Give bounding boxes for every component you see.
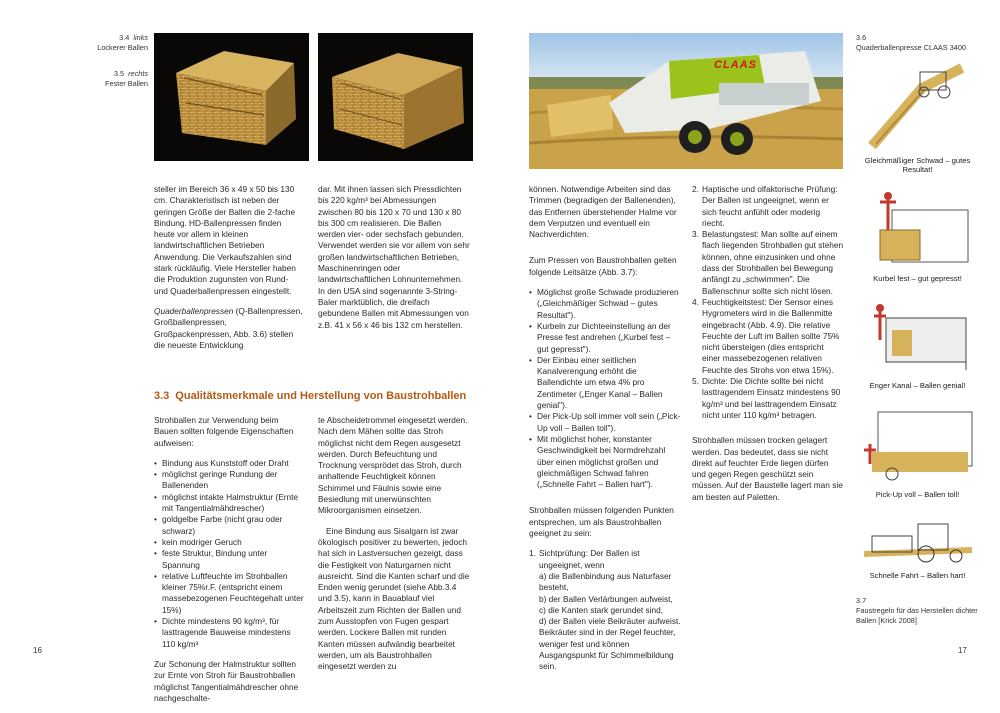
section-heading-3-3: 3.3 Qualitätsmerkmale und Herstellung von Baustrohballen	[154, 390, 467, 402]
list-item: • kein modriger Geruch	[154, 537, 304, 548]
figure-caption-3-6: 3.6 Quaderballenpresse CLAAS 3400	[856, 33, 966, 52]
sketch-pickup	[862, 404, 974, 484]
firm-bale-photo	[318, 33, 473, 161]
list-item: • feste Struktur, Bindung unter Spannung	[154, 548, 304, 571]
sketch-crank	[862, 190, 972, 270]
property-bullet-list	[154, 458, 304, 650]
list-item: 1. Sichtprüfung: Der Ballen ist ungeeignet, wenn	[529, 548, 640, 570]
loose-bale-photo	[154, 33, 309, 161]
list-item: • Der Einbau einer seitlichen Kanalverengung erhöht die Ballendichte um etwa 4% pro Zentimeter („Enger Kanal – Ballen genial").	[529, 355, 681, 411]
right-col3-text: können. Notwendige Arbeiten sind das Trimmen (begradigen der Ballenenden), das Entfernen überstehender Halme vor dem Verputzen und eventuell ein Nachverdichten. Zum Pressen von Baustrohballen gelten folgende Leitsätze (Abb. 3.7): • Möglichst große Schwade produzieren („Gleichmäßiger Schwad – gutes Resultat"). • Kurbeln zur Dichteeinstellung an der Presse fest andrehen („Kurbel fest – gut gepresst"). • Der Einbau einer seitlichen Kanalverengung erhöht die Ballendichte um etwa 4% pro Zentimeter („Enger Kanal – Ballen genial"). • Der Pick-Up soll immer voll sein („Pick-Up voll – Ballen toll"). • Mit möglichst hoher, konstanter Geschwindigkeit bei Normdrehzahl über einen möglichst großen und gleichmäßigen Schwad fahren („Schnelle Fahrt – Ballen hart"). Strohballen müssen folgenden Punkten entsprechen, um als Baustrohballen geeignet zu sein: 1. Sichtprüfung: Der Ballen ist ungeeignet, wenn a) die Ballenbindung aus Naturfaser besteht, b) der Ballen Verlärbungen aufweist, c) die Kanten stark gerundet sind, d) der Ballen viele Beikräuter aufweist. Beikräuter sind in der Regel feuchter, weniger fest und können Ausgangspunkt für Schimmelbildung sein.	[529, 184, 681, 673]
left-col2-top-text: dar. Mit ihnen lassen sich Pressdichten bis 220 kg/m³ bei Abmessungen zwischen 80 bis 120 x 70 und 130 x 80 bis 300 cm realisieren. Die Ballen werden vier- oder sechsfach gebunden. Verwendet werden sie vor allem von sehr großen landwirtschaftlichen Betrieben, Maschinenringen oder landwirtschaftlichen Lohnunternehmen. In den USA sind sogenannte 3-String-Baler marktüblich, die dreifach gebundene Ballen mit Abmessungen von z.B. 41 x 56 x 46 bis 132 cm herstellen.	[318, 184, 470, 330]
list-item: • Kurbeln zur Dichteeinstellung an der Presse fest andrehen („Kurbel fest – gut gepresst").	[529, 321, 681, 355]
sketch-caption-3: Enger Kanal – Ballen genial!	[869, 381, 966, 390]
left-col1-top-text: steller im Bereich 36 x 49 x 50 bis 130 cm. Charakteristisch ist neben der geringen Größe der Ballen die 2-fache Bindung. HD-Ballenpressen finden heute vor allem in kleinen landwirtschaftlichen Betrieben Anwendung. Die Verkaufszahlen sind stark rückläufig. Viele Hersteller haben die Produktion zugunsten von Rund- und Quaderballenpressen eingestellt. Quaderballenpressen (Q-Ballenpressen, Großballenpressen, Großpackenpressen, Abb. 3.6) stellen die neueste Entwicklung	[154, 184, 303, 350]
claas-baler-photo	[529, 33, 843, 169]
right-col4-text: 2. Haptische und olfaktorische Prüfung: Der Ballen ist ungeeignet, wenn er sich feucht anfühlt oder moderig riecht. 3. Belastungstest: Man sollte auf einem flach liegenden Strohballen gut stehen können, ohne einzusinken und ohne dass der Strohballen bei Bewegung anfängt zu „schwimmen". Die Ballenschnur sollte sich nicht lösen. 4. Feuchtigkeitstest: Der Sensor eines Hygrometers wird in die Ballenmitte eingebracht (Abb. 4.9). Die relative Feuchte der Luft im Ballen sollte 75% nicht übersteigen (dies entspricht einer massebezogenen relativen Feuchte des Strohs von etwa 15%). 5. Dichte: Die Dichte sollte bei nicht lasttragendem Einsatz mindestens 90 kg/m³ und bei lasttragendem Einsatz nicht unter 110 kg/m³ betragen. Strohballen müssen trocken gelagert werden. Das bedeutet, dass sie nicht direkt auf feuchter Erde liegen dürfen und gegen Regen geschützt sein müssen. Auf der Baustelle lagert man sie am besten auf Paletten.	[692, 184, 844, 502]
list-item: • relative Luftfeuchte im Strohballen kleiner 75%r.F. (entspricht einem massebezogenen Feuchtegehalt unter 15%)	[154, 571, 304, 616]
list-item: 3. Belastungstest: Man sollte auf einem flach liegenden Strohballen gut stehen können, ohne einzusinken und ohne dass der Strohballen bei Bewegung anfängt zu „schwimmen". Die Ballenschnur sollte sich nicht lösen.	[692, 229, 844, 296]
list-item: 4. Feuchtigkeitstest: Der Sensor eines Hygrometers wird in die Ballenmitte eingebracht (Abb. 4.9). Die relative Feuchte der Luft im Ballen sollte 75% nicht übersteigen (dies entspricht einer massebezogenen relativen Feuchte des Strohs von etwa 15%).	[692, 296, 840, 375]
sketch-fast-drive	[862, 510, 974, 568]
test-list-part2	[692, 184, 844, 421]
list-item: • möglichst intakte Halmstruktur (Ernte mit Tangentialmähdrescher)	[154, 492, 304, 515]
sketch-channel	[868, 300, 974, 376]
test-list-part1	[529, 548, 681, 672]
list-item: a) die Ballenbindung aus Naturfaser besteht,	[539, 570, 672, 593]
figure-caption-3-7: 3.7 Faustregeln für das Herstellen dichter Ballen [Krick 2008]	[856, 596, 978, 625]
page-number-left: 16	[33, 646, 42, 655]
list-item: • Mit möglichst hoher, konstanter Geschwindigkeit bei Normdrehzahl über einen möglichst großen und gleichmäßigen Schwad fahren („Schnelle Fahrt – Ballen hart").	[529, 434, 681, 490]
list-item: • möglichst geringe Rundung der Ballenenden	[154, 469, 304, 492]
claas-logo-text: CLAAS	[714, 59, 757, 71]
sketch-caption-5: Schnelle Fahrt – Ballen hart!	[869, 571, 966, 580]
list-item: 2. Haptische und olfaktorische Prüfung: Der Ballen ist ungeeignet, wenn er sich feucht anfühlt oder moderig riecht.	[692, 184, 838, 228]
list-item: • Der Pick-Up soll immer voll sein („Pick-Up voll – Ballen toll").	[529, 411, 681, 434]
sketch-windrow	[862, 58, 972, 152]
sketch-caption-4: Pick-Up voll – Ballen toll!	[875, 490, 960, 499]
sketch-caption-1: Gleichmäßiger Schwad – gutes Resultat!	[864, 156, 971, 174]
list-item: c) die Kanten stark gerundet sind,	[539, 604, 664, 615]
figure-caption-3-5: 3.5 rechts Fester Ballen	[105, 69, 148, 88]
list-item: b) der Ballen Verlärbungen aufweist,	[539, 593, 673, 604]
left-col1-bottom-text: Strohballen zur Verwendung beim Bauen sollten folgende Eigenschaften aufweisen: • Bindung aus Kunststoff oder Draht • möglichst geringe Rundung der Ballenenden • möglichst intakte Halmstruktur (Ernte mit Tangentialmähdrescher) • goldgelbe Farbe (nicht grau oder schwarz) • kein modriger Geruch • feste Struktur, Bindung unter Spannung • relative Luftfeuchte im Strohballen kleiner 75%r.F. (entspricht einem massebezogenen Feuchtegehalt unter 15%) • Dichte mindestens 90 kg/m³, für lasttragende Bauweise mindestens 110 kg/m³ Zur Schonung der Halmstruktur sollten zur Ernte von Stroh für Baustrohballen möglichst Tangentialmähdrescher ohne nachgeschalte-	[154, 415, 304, 713]
guideline-bullet-list	[529, 287, 681, 490]
list-item: d) der Ballen viele Beikräuter aufweist. Beikräuter sind in der Regel feuchter, weniger fest und können Ausgangspunkt für Schimmelbildung sein.	[539, 616, 681, 672]
page-number-right: 17	[958, 646, 967, 655]
list-item: • Möglichst große Schwade produzieren („Gleichmäßiger Schwad – gutes Resultat").	[529, 287, 681, 321]
list-item: • goldgelbe Farbe (nicht grau oder schwarz)	[154, 514, 304, 537]
list-item: • Bindung aus Kunststoff oder Draht	[154, 458, 304, 469]
sketch-caption-2: Kurbel fest – gut gepresst!	[873, 274, 962, 283]
list-item: 5. Dichte: Die Dichte sollte bei nicht lasttragendem Einsatz mindestens 90 kg/m³ und bei lasttragendem Einsatz nicht unter 110 kg/m³ betragen.	[692, 376, 841, 420]
list-item: • Dichte mindestens 90 kg/m³, für lasttragende Bauweise mindestens 110 kg/m³	[154, 616, 304, 650]
left-col2-bottom-text: te Abscheidetrommel eingesetzt werden. Nach dem Mähen sollte das Stroh möglichst nicht dem Regen ausgesetzt werden. Durch Befeuchtung und Trocknung versprödet das Stroh, durch anhaltende Feuchtigkeit können Schimmel und Fäulnis sowie eine Besiedlung mit unerwünschten Mikroorganismen einsetzen. Eine Bindung aus Sisalgarn ist zwar ökologisch positiver zu bewerten, jedoch hat sich in Lastversuchen gezeigt, dass die Festigkeit von Naturgarnen nicht ausreicht. Sind die Kanten scharf und die Enden wenig gerundet (siehe Abb.3.4 und 3.5), kann in Bauablauf viel Arbeitszeit zum Richten der Ballen und zum Ausstopfen von Fugen gespart werden. Lockere Ballen mit runden Kanten müssen aufwändig bearbeitet werden, um als Baustrohballen eingesetzt werden zu	[318, 415, 470, 672]
figure-caption-3-4: 3.4 links Lockerer Ballen	[97, 33, 148, 52]
